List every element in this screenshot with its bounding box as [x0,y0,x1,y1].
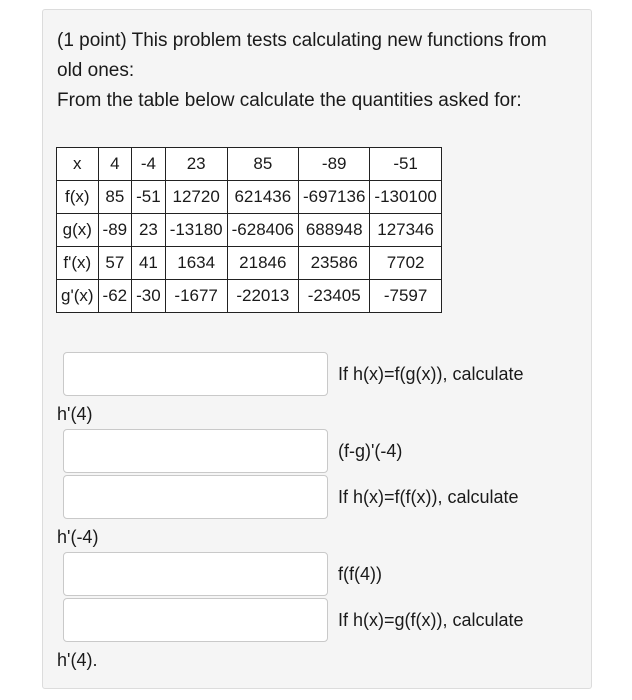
table-cell: 7702 [370,247,441,280]
row-header-cell: f'(x) [57,247,99,280]
table-cell: -628406 [227,214,298,247]
question-3-prompt: If h(x)=f(f(x)), calculate [338,487,519,507]
table-cell: -7597 [370,280,441,313]
row-header-cell: g'(x) [57,280,99,313]
row-header-cell: f(x) [57,181,99,214]
intro-line-1: (1 point) This problem tests calculating new functions from old ones: [57,30,547,81]
row-header-cell: x [57,148,99,181]
table-cell: -1677 [165,280,227,313]
answer-input-1[interactable] [63,352,328,396]
table-cell: -89 [98,214,132,247]
table-cell: -697136 [299,181,370,214]
values-table [56,147,442,313]
table-cell: 57 [98,247,132,280]
question-1-prompt: If h(x)=f(g(x)), calculate [338,364,524,384]
table-cell: 41 [132,247,166,280]
question-5-tail: h'(4). [57,650,98,670]
question-1-tail: h'(4) [57,404,93,424]
table-cell: 85 [98,181,132,214]
table-cell: 85 [227,148,298,181]
row-g-prime [57,280,442,313]
table-cell: 127346 [370,214,441,247]
row-f-prime [57,247,442,280]
table-cell: 12720 [165,181,227,214]
answer-input-5[interactable] [63,598,328,642]
table-cell: 621436 [227,181,298,214]
row-x [57,148,442,181]
table-cell: 4 [98,148,132,181]
question-5-prompt: If h(x)=g(f(x)), calculate [338,610,524,630]
table-cell: -30 [132,280,166,313]
table-cell: -89 [299,148,370,181]
table-cell: -130100 [370,181,441,214]
table-cell: 21846 [227,247,298,280]
table-cell: -51 [132,181,166,214]
row-f [57,181,442,214]
table-cell: -23405 [299,280,370,313]
question-2-prompt: (f-g)'(-4) [338,441,403,461]
question-3-tail: h'(-4) [57,527,99,547]
table-cell: 1634 [165,247,227,280]
table-cell: -22013 [227,280,298,313]
intro-line-2: From the table below calculate the quantities asked for: [57,90,522,111]
answer-input-4[interactable] [63,552,328,596]
answer-input-2[interactable] [63,429,328,473]
row-g [57,214,442,247]
table-cell: -13180 [165,214,227,247]
table-cell: 23 [132,214,166,247]
table-cell: 688948 [299,214,370,247]
table-cell: 23586 [299,247,370,280]
question-4-prompt: f(f(4)) [338,564,382,584]
table-cell: 23 [165,148,227,181]
table-cell: -4 [132,148,166,181]
answer-input-3[interactable] [63,475,328,519]
row-header-cell: g(x) [57,214,99,247]
table-cell: -62 [98,280,132,313]
problem-intro [57,26,577,116]
table-cell: -51 [370,148,441,181]
